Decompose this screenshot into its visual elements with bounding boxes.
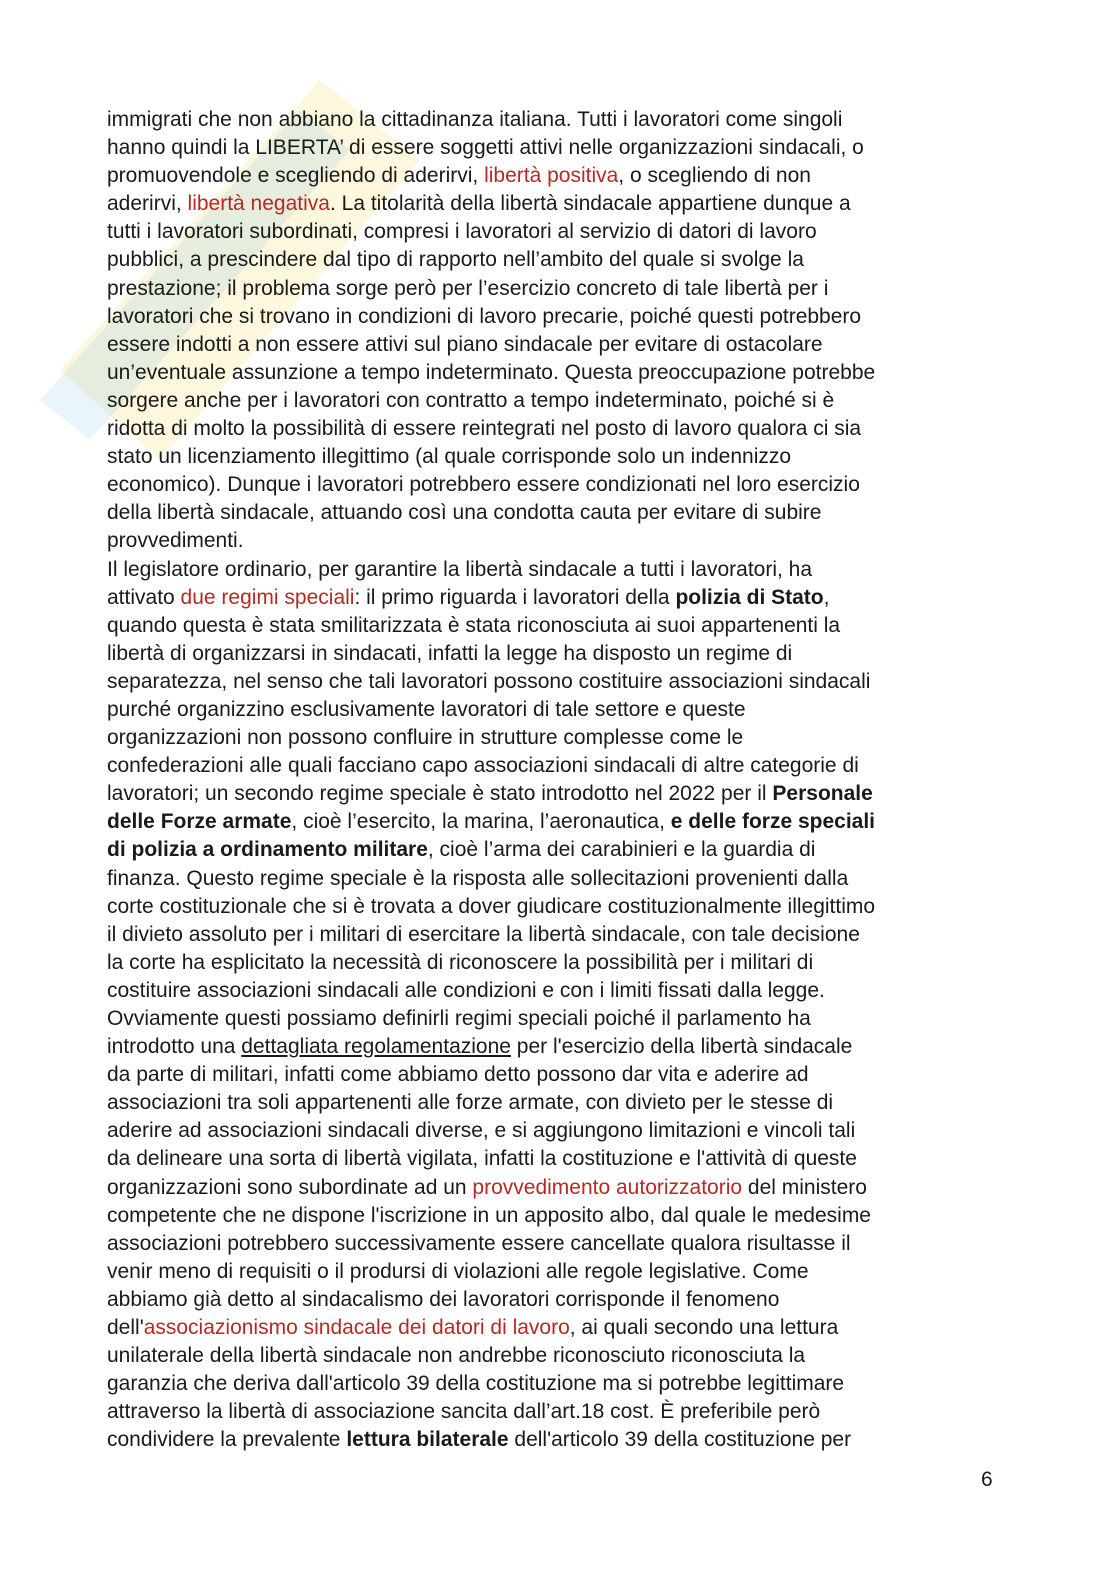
text-line xyxy=(107,471,1011,499)
text-segment: confederazioni alle quali facciano capo associazioni sindacali di altre categorie di xyxy=(107,754,859,778)
text-line xyxy=(107,246,1011,274)
text-line xyxy=(107,893,1011,921)
underlined-term: dettagliata regolamentazione xyxy=(241,1035,511,1059)
text-segment: organizzazioni sono subordinate ad un xyxy=(107,1175,473,1199)
text-line xyxy=(107,640,1011,668)
text-line xyxy=(107,556,1011,584)
text-line xyxy=(107,1061,1011,1089)
text-line xyxy=(107,331,1011,359)
text-segment: garanzia che deriva dall'articolo 39 della costituzione ma si potrebbe legittimare xyxy=(107,1372,845,1396)
text-line xyxy=(107,1258,1011,1286)
text-line xyxy=(107,1230,1011,1258)
text-line xyxy=(107,949,1011,977)
text-segment: associazioni potrebbero successivamente essere cancellate qualora risultasse il xyxy=(107,1231,851,1255)
text-line xyxy=(107,1145,1011,1173)
text-segment: un’eventuale assunzione a tempo indeterminato. Questa preoccupazione potrebbe xyxy=(107,360,876,384)
text-line xyxy=(107,696,1011,724)
text-segment: il divieto assoluto per i militari di esercitare la libertà sindacale, con tale decisione xyxy=(107,922,860,946)
text-segment: aderire ad associazioni sindacali diverse, e si aggiungono limitazioni e vincoli tali xyxy=(107,1119,856,1143)
text-segment: ridotta di molto la possibilità di essere reintegrati nel posto di lavoro qualora ci sia xyxy=(107,417,862,441)
text-line xyxy=(107,443,1011,471)
text-segment: separatezza, nel senso che tali lavoratori possono costituire associazioni sindacali xyxy=(107,669,871,693)
text-segment: corte costituzionale che si è trovata a dover giudicare costituzionalmente illegittimo xyxy=(107,894,876,918)
text-segment: prestazione; il problema sorge però per l’esercizio concreto di tale libertà per i xyxy=(107,276,829,300)
text-segment: , xyxy=(823,585,830,609)
text-segment: competente che ne dispone l'iscrizione in un apposito albo, dal quale le medesime xyxy=(107,1203,871,1227)
text-line xyxy=(107,499,1011,527)
text-segment: costituire associazioni sindacali alle condizioni e con i limiti fissati dalla legge. xyxy=(107,978,825,1002)
text-line xyxy=(107,1202,1011,1230)
text-line xyxy=(107,1117,1011,1145)
text-line xyxy=(107,612,1011,640)
highlighted-term: provvedimento autorizzatorio xyxy=(472,1175,743,1199)
text-line xyxy=(107,275,1011,303)
text-segment: libertà di organizzarsi in sindacati, infatti la legge ha disposto un regime di xyxy=(107,641,793,665)
text-line xyxy=(107,162,1011,190)
text-line xyxy=(107,865,1011,893)
text-line xyxy=(107,724,1011,752)
text-line xyxy=(107,527,1011,555)
text-segment: per l'esercizio della libertà sindacale xyxy=(510,1035,853,1059)
text-segment: pubblici, a prescindere dal tipo di rapporto nell’ambito del quale si svolge la xyxy=(107,248,804,272)
text-segment: abbiamo già detto al sindacalismo dei lavoratori corrisponde il fenomeno xyxy=(107,1287,780,1311)
text-line xyxy=(107,977,1011,1005)
text-segment: introdotto una xyxy=(107,1035,242,1059)
text-line xyxy=(107,387,1011,415)
page-number: 6 xyxy=(981,1468,993,1491)
highlighted-term: due regimi speciali xyxy=(180,585,355,609)
text-segment: Il legislatore ordinario, per garantire la libertà sindacale a tutti i lavoratori, ha xyxy=(107,557,813,581)
text-line xyxy=(107,106,1011,134)
text-line xyxy=(107,752,1011,780)
bold-term: lettura bilaterale xyxy=(346,1428,509,1452)
text-segment: venir meno di requisiti o il prodursi di violazioni alle regole legislative. Come xyxy=(107,1259,809,1283)
text-segment: , cioè l’esercito, la marina, l’aeronautica, xyxy=(291,810,671,834)
text-segment: purché organizzino esclusivamente lavoratori di tale settore e queste xyxy=(107,697,746,721)
text-segment: immigrati che non abbiano la cittadinanza italiana. Tutti i lavoratori come singoli xyxy=(107,108,843,131)
highlighted-term: libertà negativa xyxy=(187,192,330,216)
text-line xyxy=(107,1342,1011,1370)
text-line xyxy=(107,1089,1011,1117)
text-segment: attivato xyxy=(107,585,181,609)
text-line xyxy=(107,1005,1011,1033)
text-segment: Ovviamente questi possiamo definirli regimi speciali poiché il parlamento ha xyxy=(107,1007,811,1030)
text-line xyxy=(107,668,1011,696)
text-segment: attraverso la libertà di associazione sancita dall’art.18 cost. È preferibile però xyxy=(107,1400,821,1424)
text-segment: unilaterale della libertà sindacale non andrebbe riconosciuto riconosciuta la xyxy=(107,1344,806,1368)
bold-term: e delle forze speciali xyxy=(670,810,876,834)
text-line xyxy=(107,836,1011,864)
text-line xyxy=(107,218,1011,246)
text-line xyxy=(107,1174,1011,1202)
text-line xyxy=(107,780,1011,808)
text-line xyxy=(107,1286,1011,1314)
text-segment: , ai quali secondo una lettura xyxy=(569,1316,839,1340)
text-line xyxy=(107,808,1011,836)
bold-term: Personale xyxy=(772,782,873,806)
text-segment: . La titolarità della libertà sindacale appartiene dunque a xyxy=(329,192,851,216)
text-segment: dell'articolo 39 della costituzione per xyxy=(508,1428,852,1452)
text-segment: condividere la prevalente xyxy=(107,1428,347,1452)
page-body-text xyxy=(107,106,1011,1455)
text-line xyxy=(107,1314,1011,1342)
text-line xyxy=(107,303,1011,331)
text-segment: , cioè l’arma dei carabinieri e la guardia di xyxy=(427,838,816,862)
highlighted-term: libertà positiva xyxy=(484,164,619,188)
text-line xyxy=(107,584,1011,612)
text-segment: provvedimenti. xyxy=(107,529,244,553)
text-segment: dell' xyxy=(107,1316,144,1340)
text-segment: essere indotti a non essere attivi sul piano sindacale per evitare di ostacolare xyxy=(107,332,823,356)
text-line xyxy=(107,1370,1011,1398)
text-segment: hanno quindi la LIBERTA’ di essere soggetti attivi nelle organizzazioni sindacali, o xyxy=(107,136,864,160)
text-line xyxy=(107,134,1011,162)
text-segment: economico). Dunque i lavoratori potrebbero essere condizionati nel loro esercizio xyxy=(107,473,860,497)
text-line xyxy=(107,359,1011,387)
text-segment: organizzazioni non possono confluire in strutture complesse come le xyxy=(107,726,744,750)
text-segment: la corte ha esplicitato la necessità di riconoscere la possibilità per i militari di xyxy=(107,950,814,974)
text-segment: promuovendole e scegliendo di aderirvi, xyxy=(107,164,485,188)
text-segment: della libertà sindacale, attuando così una condotta cauta per evitare di subire xyxy=(107,501,822,525)
text-line xyxy=(107,415,1011,443)
text-segment: del ministero xyxy=(742,1175,867,1199)
text-segment: tutti i lavoratori subordinati, compresi i lavoratori al servizio di datori di lavoro xyxy=(107,220,817,244)
text-segment: lavoratori; un secondo regime speciale è stato introdotto nel 2022 per il xyxy=(107,782,773,806)
text-segment: da delineare una sorta di libertà vigilata, infatti la costituzione e l'attività di queste xyxy=(107,1147,857,1171)
text-line xyxy=(107,190,1011,218)
highlighted-term: associazionismo sindacale dei datori di lavoro xyxy=(143,1316,570,1340)
text-segment: lavoratori che si trovano in condizioni di lavoro precarie, poiché questi potrebbero xyxy=(107,304,862,328)
text-line xyxy=(107,1426,1011,1454)
text-line xyxy=(107,1033,1011,1061)
text-segment: associazioni tra soli appartenenti alle forze armate, con divieto per le stesse di xyxy=(107,1091,834,1115)
text-segment: da parte di militari, infatti come abbiamo detto possono dar vita e aderire ad xyxy=(107,1063,809,1087)
bold-term: delle Forze armate xyxy=(107,810,292,834)
bold-term: polizia di Stato xyxy=(675,585,824,609)
text-segment: sorgere anche per i lavoratori con contratto a tempo indeterminato, poiché si è xyxy=(107,388,835,412)
text-segment: aderirvi, xyxy=(107,192,188,216)
bold-term: di polizia a ordinamento militare xyxy=(107,838,428,862)
text-segment: quando questa è stata smilitarizzata è stata riconosciuta ai suoi appartenenti la xyxy=(107,613,841,637)
text-segment: : il primo riguarda i lavoratori della xyxy=(354,585,676,609)
text-segment: stato un licenziamento illegittimo (al quale corrisponde solo un indennizzo xyxy=(107,445,792,469)
text-segment: , o scegliendo di non xyxy=(618,164,811,188)
text-line xyxy=(107,1398,1011,1426)
text-segment: finanza. Questo regime speciale è la risposta alle sollecitazioni provenienti dalla xyxy=(107,866,849,890)
text-line xyxy=(107,921,1011,949)
